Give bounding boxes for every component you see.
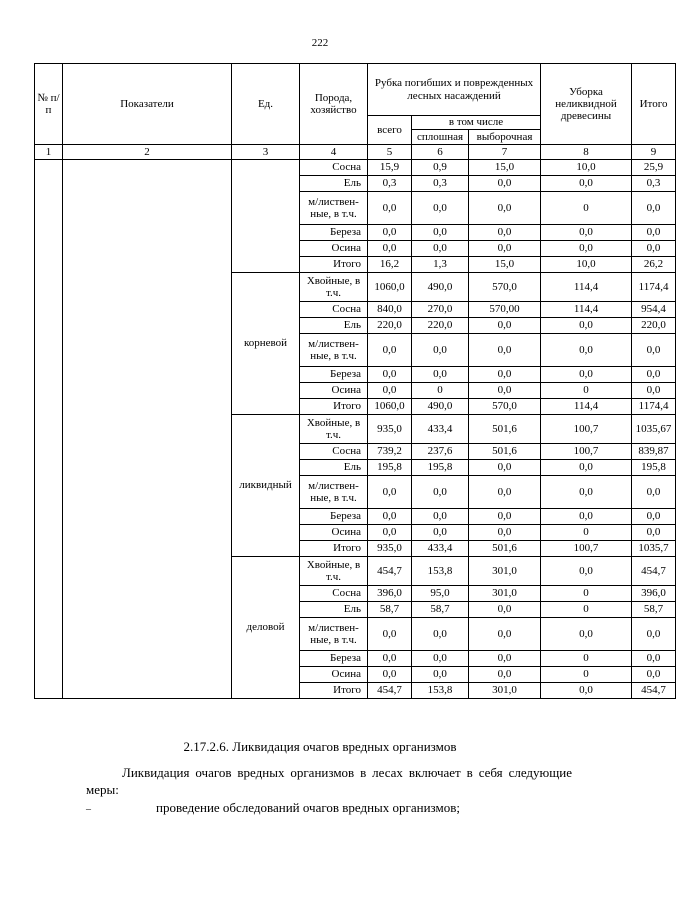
value-cell: 454,7 (632, 683, 676, 699)
species-cell: Сосна (300, 160, 368, 176)
value-cell: 840,0 (368, 302, 412, 318)
species-cell: Сосна (300, 586, 368, 602)
value-cell: 58,7 (632, 602, 676, 618)
bullet-marker: – (86, 804, 91, 815)
value-cell: 0,0 (469, 176, 541, 192)
value-cell: 839,87 (632, 444, 676, 460)
species-cell: Береза (300, 651, 368, 667)
column-number: 7 (469, 145, 541, 160)
value-cell: 0,0 (541, 683, 632, 699)
value-cell: 114,4 (541, 273, 632, 302)
value-cell: 195,8 (368, 460, 412, 476)
value-cell: 0,0 (632, 383, 676, 399)
value-cell: 570,00 (469, 302, 541, 318)
value-cell: 0,0 (412, 667, 469, 683)
value-cell: 153,8 (412, 683, 469, 699)
value-cell: 220,0 (412, 318, 469, 334)
value-cell: 0,0 (541, 460, 632, 476)
section-heading: 2.17.2.6. Ликвидация очагов вредных организмов (183, 739, 457, 754)
value-cell: 0 (541, 383, 632, 399)
value-cell: 0,0 (368, 618, 412, 651)
species-cell: Береза (300, 509, 368, 525)
value-cell: 490,0 (412, 273, 469, 302)
value-cell: 433,4 (412, 541, 469, 557)
value-cell: 0,0 (412, 509, 469, 525)
column-number: 1 (35, 145, 63, 160)
value-cell: 0 (541, 192, 632, 225)
value-cell: 10,0 (541, 257, 632, 273)
value-cell: 0 (541, 651, 632, 667)
value-cell: 10,0 (541, 160, 632, 176)
header-felling-group: Рубка погибших и поврежденных лесных насаждений (368, 64, 541, 116)
page-number: 222 (311, 37, 329, 49)
row-number-cell (35, 160, 63, 699)
value-cell: 0,0 (469, 476, 541, 509)
value-cell: 0,0 (541, 334, 632, 367)
species-cell: Хвойные, в т.ч. (300, 557, 368, 586)
value-cell: 0,0 (469, 192, 541, 225)
species-cell: Осина (300, 667, 368, 683)
column-number: 3 (232, 145, 300, 160)
value-cell: 0,0 (632, 618, 676, 651)
value-cell: 490,0 (412, 399, 469, 415)
value-cell: 0,0 (632, 225, 676, 241)
value-cell: 0,0 (368, 525, 412, 541)
value-cell: 270,0 (412, 302, 469, 318)
value-cell: 0,0 (469, 241, 541, 257)
species-cell: Осина (300, 241, 368, 257)
value-cell: 15,9 (368, 160, 412, 176)
species-cell: Хвойные, в т.ч. (300, 273, 368, 302)
value-cell: 501,6 (469, 415, 541, 444)
value-cell: 95,0 (412, 586, 469, 602)
bullet-item (86, 800, 460, 816)
species-cell: Итого (300, 541, 368, 557)
value-cell: 195,8 (412, 460, 469, 476)
value-cell: 0,0 (541, 225, 632, 241)
value-cell: 0,0 (412, 192, 469, 225)
header-selective: выборочная (469, 130, 541, 145)
value-cell: 501,6 (469, 444, 541, 460)
value-cell: 0,0 (412, 225, 469, 241)
value-cell: 0,0 (632, 476, 676, 509)
value-cell: 0,0 (469, 334, 541, 367)
value-cell: 0,0 (368, 192, 412, 225)
unit-cell: ликвидный (232, 415, 300, 557)
species-cell: Береза (300, 225, 368, 241)
value-cell: 301,0 (469, 586, 541, 602)
felling-table (34, 63, 676, 699)
value-cell: 0,0 (469, 618, 541, 651)
species-cell: м/листвен-ные, в т.ч. (300, 476, 368, 509)
value-cell: 0,3 (412, 176, 469, 192)
value-cell: 0,0 (469, 460, 541, 476)
species-cell: Итого (300, 683, 368, 699)
value-cell: 153,8 (412, 557, 469, 586)
species-cell: Ель (300, 602, 368, 618)
value-cell: 0,0 (632, 367, 676, 383)
header-sum: Итого (632, 64, 676, 145)
value-cell: 0,0 (469, 525, 541, 541)
value-cell: 1174,4 (632, 273, 676, 302)
value-cell: 0,0 (541, 476, 632, 509)
value-cell: 0,0 (469, 509, 541, 525)
header-incl: в том числе (412, 116, 541, 130)
value-cell: 501,6 (469, 541, 541, 557)
value-cell: 100,7 (541, 415, 632, 444)
header-indicators: Показатели (63, 64, 232, 145)
value-cell: 0,0 (368, 334, 412, 367)
unit-cell: корневой (232, 273, 300, 415)
value-cell: 100,7 (541, 541, 632, 557)
value-cell: 0,3 (632, 176, 676, 192)
bullet-text: проведение обследований очагов вредных организмов; (156, 800, 460, 815)
species-cell: м/листвен-ные, в т.ч. (300, 618, 368, 651)
value-cell: 0,0 (632, 667, 676, 683)
value-cell: 1035,7 (632, 541, 676, 557)
value-cell: 0,0 (368, 509, 412, 525)
value-cell: 0,0 (412, 618, 469, 651)
value-cell: 0,0 (632, 192, 676, 225)
species-cell: Ель (300, 318, 368, 334)
value-cell: 454,7 (632, 557, 676, 586)
value-cell: 58,7 (368, 602, 412, 618)
species-cell: Береза (300, 367, 368, 383)
species-cell: Итого (300, 257, 368, 273)
value-cell: 0,0 (632, 334, 676, 367)
value-cell: 1035,67 (632, 415, 676, 444)
value-cell: 0,0 (368, 651, 412, 667)
value-cell: 954,4 (632, 302, 676, 318)
value-cell: 1060,0 (368, 273, 412, 302)
value-cell: 433,4 (412, 415, 469, 444)
value-cell: 0,3 (368, 176, 412, 192)
value-cell: 0,0 (469, 318, 541, 334)
value-cell: 0,0 (632, 241, 676, 257)
value-cell: 0,0 (469, 651, 541, 667)
value-cell: 0,0 (632, 525, 676, 541)
value-cell: 0,0 (368, 667, 412, 683)
value-cell: 935,0 (368, 541, 412, 557)
value-cell: 0,0 (469, 667, 541, 683)
value-cell: 16,2 (368, 257, 412, 273)
species-cell: Сосна (300, 444, 368, 460)
species-cell: Осина (300, 383, 368, 399)
table-body (35, 145, 676, 699)
value-cell: 0,0 (541, 241, 632, 257)
value-cell: 570,0 (469, 399, 541, 415)
value-cell: 454,7 (368, 557, 412, 586)
value-cell: 1174,4 (632, 399, 676, 415)
value-cell: 0 (541, 602, 632, 618)
value-cell: 15,0 (469, 257, 541, 273)
species-cell: Хвойные, в т.ч. (300, 415, 368, 444)
value-cell: 0 (541, 667, 632, 683)
value-cell: 15,0 (469, 160, 541, 176)
table-row (35, 160, 676, 176)
header-num: № п/п (35, 64, 63, 145)
value-cell: 0 (541, 586, 632, 602)
value-cell: 0,0 (541, 557, 632, 586)
value-cell: 396,0 (632, 586, 676, 602)
header-clear: сплошная (412, 130, 469, 145)
value-cell: 0,0 (368, 225, 412, 241)
value-cell: 237,6 (412, 444, 469, 460)
value-cell: 58,7 (412, 602, 469, 618)
value-cell: 0,0 (541, 509, 632, 525)
value-cell: 0 (412, 383, 469, 399)
value-cell: 0,0 (469, 225, 541, 241)
value-cell: 935,0 (368, 415, 412, 444)
header-total-all: всего (368, 116, 412, 145)
species-cell: м/листвен-ные, в т.ч. (300, 192, 368, 225)
value-cell: 1060,0 (368, 399, 412, 415)
value-cell: 26,2 (632, 257, 676, 273)
value-cell: 0,0 (368, 383, 412, 399)
value-cell: 0,0 (541, 318, 632, 334)
value-cell: 0,0 (541, 618, 632, 651)
unit-cell (232, 160, 300, 273)
value-cell: 25,9 (632, 160, 676, 176)
value-cell: 0,0 (469, 367, 541, 383)
species-cell: Ель (300, 176, 368, 192)
value-cell: 0,0 (469, 602, 541, 618)
value-cell: 301,0 (469, 683, 541, 699)
value-cell: 0,0 (412, 367, 469, 383)
column-number: 6 (412, 145, 469, 160)
column-number: 2 (63, 145, 232, 160)
species-cell: м/листвен-ные, в т.ч. (300, 334, 368, 367)
value-cell: 454,7 (368, 683, 412, 699)
unit-cell: деловой (232, 557, 300, 699)
value-cell: 114,4 (541, 302, 632, 318)
value-cell: 0,0 (412, 525, 469, 541)
value-cell: 100,7 (541, 444, 632, 460)
value-cell: 220,0 (632, 318, 676, 334)
header-unit: Ед. (232, 64, 300, 145)
value-cell: 0 (541, 525, 632, 541)
value-cell: 0,0 (368, 241, 412, 257)
value-cell: 114,4 (541, 399, 632, 415)
value-cell: 0,0 (632, 651, 676, 667)
column-number: 4 (300, 145, 368, 160)
species-cell: Сосна (300, 302, 368, 318)
value-cell: 0,0 (412, 334, 469, 367)
column-number: 5 (368, 145, 412, 160)
value-cell: 301,0 (469, 557, 541, 586)
body-paragraph: Ликвидация очагов вредных организмов в лесах включает в себя следующие меры: (86, 765, 572, 797)
species-cell: Ель (300, 460, 368, 476)
indicator-cell (63, 160, 232, 699)
value-cell: 220,0 (368, 318, 412, 334)
value-cell: 0,0 (368, 367, 412, 383)
value-cell: 739,2 (368, 444, 412, 460)
value-cell: 0,0 (541, 367, 632, 383)
value-cell: 396,0 (368, 586, 412, 602)
value-cell: 0,0 (541, 176, 632, 192)
value-cell: 0,0 (368, 476, 412, 509)
value-cell: 0,0 (412, 241, 469, 257)
value-cell: 0,0 (469, 383, 541, 399)
column-number-row (35, 145, 676, 160)
value-cell: 1,3 (412, 257, 469, 273)
value-cell: 0,0 (412, 476, 469, 509)
column-number: 9 (632, 145, 676, 160)
value-cell: 570,0 (469, 273, 541, 302)
species-cell: Итого (300, 399, 368, 415)
value-cell: 0,0 (632, 509, 676, 525)
header-species: Порода, хозяйство (300, 64, 368, 145)
value-cell: 195,8 (632, 460, 676, 476)
value-cell: 0,9 (412, 160, 469, 176)
column-number: 8 (541, 145, 632, 160)
header-cleanup: Уборка неликвидной древесины (541, 64, 632, 145)
species-cell: Осина (300, 525, 368, 541)
value-cell: 0,0 (412, 651, 469, 667)
